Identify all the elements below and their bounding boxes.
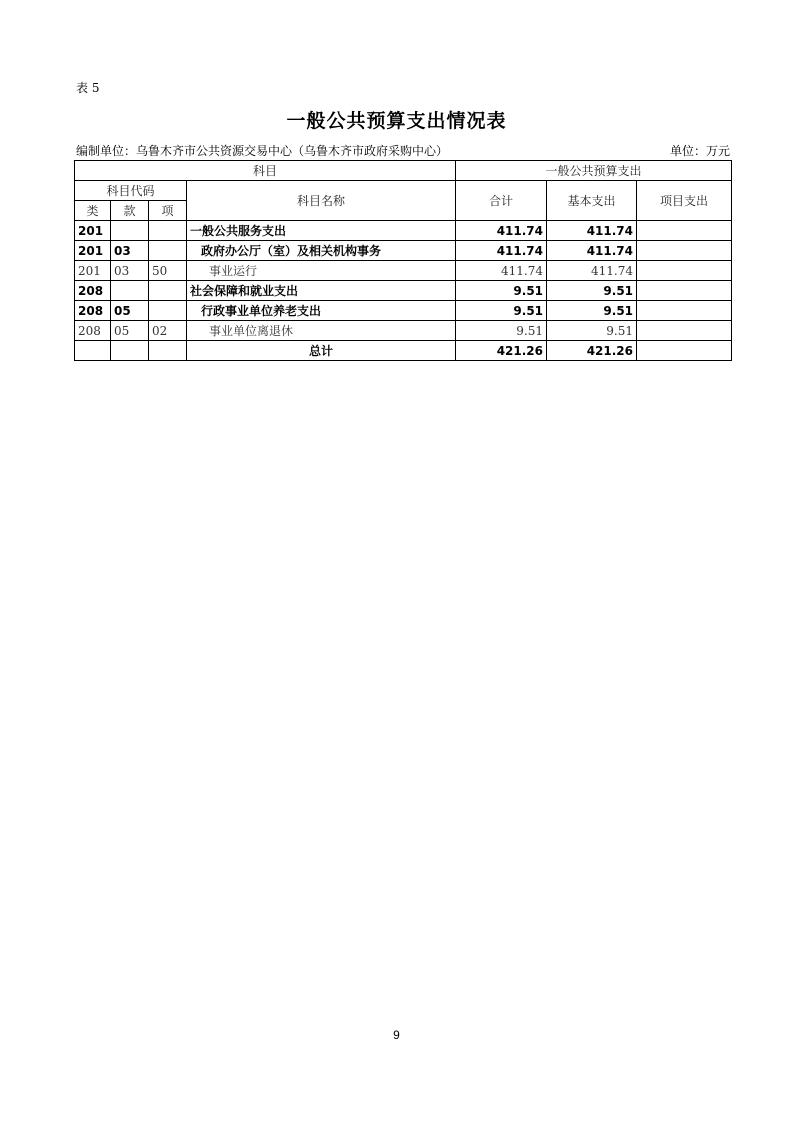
table-row <box>75 281 732 301</box>
table-row <box>75 221 732 241</box>
cell-total: 9.51 <box>456 281 547 301</box>
cell-xiang <box>149 241 187 261</box>
grand-total-basic: 421.26 <box>547 341 637 361</box>
compiling-unit: 编制单位：乌鲁木齐市公共资源交易中心（乌鲁木齐市政府采购中心） <box>76 144 449 158</box>
cell-name: 事业单位离退休 <box>187 321 456 341</box>
grand-total-project <box>637 341 732 361</box>
table-row <box>75 321 732 341</box>
cell-project <box>637 301 732 321</box>
cell-kuan <box>111 341 149 361</box>
table-row <box>75 241 732 261</box>
header-kuan: 款 <box>111 201 149 221</box>
cell-kuan: 03 <box>111 261 149 281</box>
cell-name: 一般公共服务支出 <box>187 221 456 241</box>
cell-kuan: 05 <box>111 321 149 341</box>
cell-xiang <box>149 341 187 361</box>
cell-xiang <box>149 221 187 241</box>
cell-kuan: 05 <box>111 301 149 321</box>
total-label: 总计 <box>187 341 456 361</box>
cell-lei: 201 <box>75 261 111 281</box>
cell-project <box>637 281 732 301</box>
cell-lei: 208 <box>75 281 111 301</box>
cell-total: 411.74 <box>456 241 547 261</box>
cell-lei <box>75 341 111 361</box>
cell-total: 411.74 <box>456 261 547 281</box>
header-subject-name: 科目名称 <box>187 181 456 221</box>
cell-project <box>637 241 732 261</box>
table-number: 表 5 <box>76 81 100 95</box>
header-code-group: 科目代码 <box>75 181 187 201</box>
cell-project <box>637 321 732 341</box>
cell-total: 9.51 <box>456 301 547 321</box>
cell-kuan <box>111 221 149 241</box>
cell-kuan <box>111 281 149 301</box>
cell-name: 社会保障和就业支出 <box>187 281 456 301</box>
cell-total: 411.74 <box>456 221 547 241</box>
budget-expenditure-table <box>74 160 732 361</box>
header-subject: 科目 <box>75 161 456 181</box>
cell-basic: 411.74 <box>547 261 637 281</box>
grand-total: 421.26 <box>456 341 547 361</box>
cell-name: 政府办公厅（室）及相关机构事务 <box>187 241 456 261</box>
cell-basic: 9.51 <box>547 301 637 321</box>
cell-lei: 208 <box>75 321 111 341</box>
cell-xiang <box>149 281 187 301</box>
cell-total: 9.51 <box>456 321 547 341</box>
header-xiang: 项 <box>149 201 187 221</box>
table-row <box>75 301 732 321</box>
cell-basic: 9.51 <box>547 281 637 301</box>
cell-lei: 201 <box>75 241 111 261</box>
cell-lei: 208 <box>75 301 111 321</box>
table-row <box>75 261 732 281</box>
cell-kuan: 03 <box>111 241 149 261</box>
cell-basic: 411.74 <box>547 221 637 241</box>
cell-name: 事业运行 <box>187 261 456 281</box>
cell-project <box>637 261 732 281</box>
cell-lei: 201 <box>75 221 111 241</box>
document-title: 一般公共预算支出情况表 <box>286 110 507 132</box>
cell-project <box>637 221 732 241</box>
cell-xiang <box>149 301 187 321</box>
cell-name: 行政事业单位养老支出 <box>187 301 456 321</box>
header-basic: 基本支出 <box>547 181 637 221</box>
cell-basic: 411.74 <box>547 241 637 261</box>
cell-basic: 9.51 <box>547 321 637 341</box>
cell-xiang: 02 <box>149 321 187 341</box>
total-row <box>75 341 732 361</box>
cell-xiang: 50 <box>149 261 187 281</box>
header-budget-group: 一般公共预算支出 <box>456 161 732 181</box>
header-lei: 类 <box>75 201 111 221</box>
page-number: 9 <box>393 1028 400 1042</box>
unit-of-measure: 单位：万元 <box>669 144 730 158</box>
header-project: 项目支出 <box>637 181 732 221</box>
header-total: 合计 <box>456 181 547 221</box>
